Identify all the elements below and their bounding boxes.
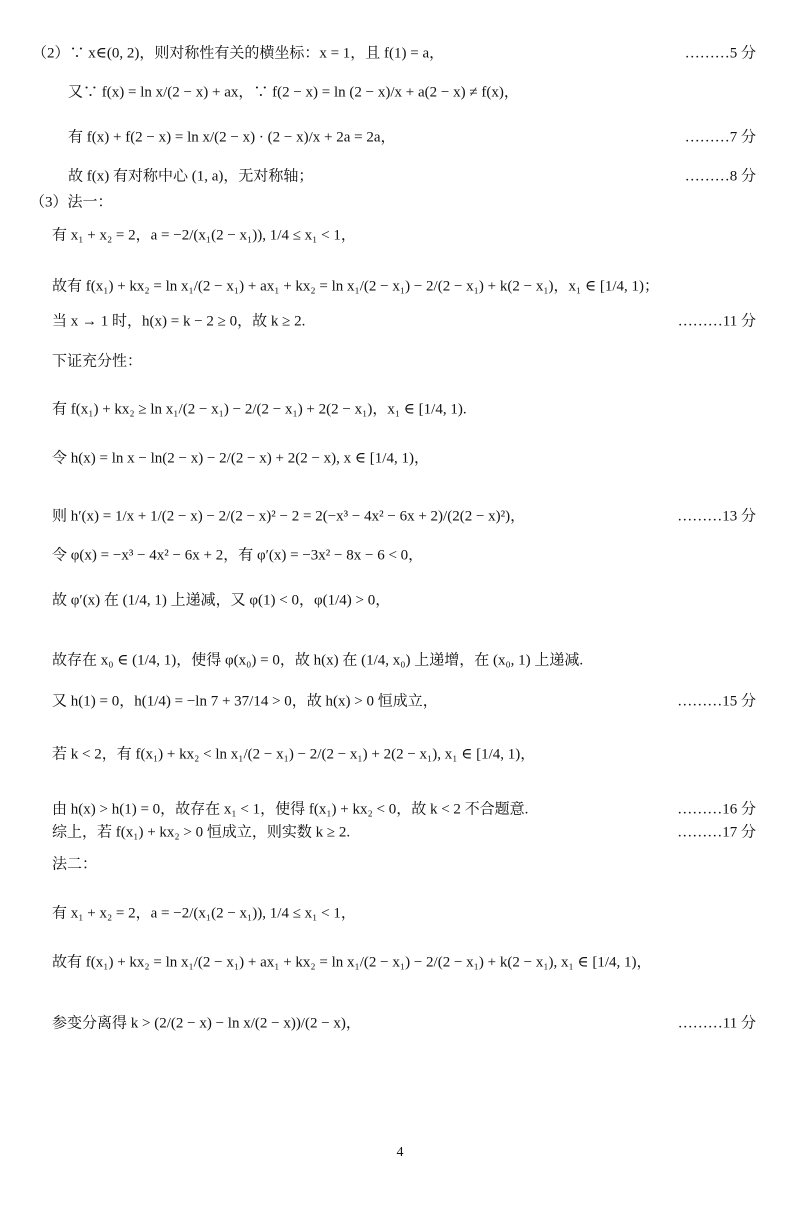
score-mark: ………16 分 (677, 801, 756, 818)
line-p3-4 (0, 335, 800, 385)
score-mark: ………5 分 (684, 45, 756, 62)
line-text: 有 f(x) + f(2 − x) = ln x/(2 − x) · (2 − x)/x + 2a = 2a， (68, 129, 396, 146)
line-text: （2）∵ x∈(0, 2)，则对称性有关的横坐标：x = 1，且 f(1) = a， (32, 45, 445, 62)
line-p2-2 (0, 66, 800, 116)
line-p3-11 (0, 675, 800, 725)
line-text: 故 f(x) 有对称中心 (1, a)，无对称轴； (68, 168, 314, 185)
line-text: 由 h(x) > h(1) = 0，故存在 x₁ < 1，使得 f(x₁) + kx₂ < 0，故 k < 2 不合题意. (52, 801, 529, 818)
line-text: 又∵ f(x) = ln x/(2 − x) + ax，∵ f(2 − x) = ln (2 − x)/x + a(2 − x) ≠ f(x)， (68, 84, 519, 101)
line-text: 令 h(x) = ln x − ln(2 − x) − 2/(2 − x) + 2(2 − x), x ∈ [1/4, 1)， (52, 450, 429, 467)
line-text: 若 k < 2，有 f(x₁) + kx₂ < ln x₁/(2 − x₁) − 2/(2 − x₁) + 2(2 − x₁), x₁ ∈ [1/4, 1)， (52, 746, 536, 763)
line-text: 又 h(1) = 0，h(1/4) = −ln 7 + 37/14 > 0，故 h(x) > 0 恒成立， (52, 693, 438, 710)
score-mark: ………17 分 (677, 824, 756, 841)
section-heading: （3）法一： (30, 194, 113, 211)
score-mark: ………13 分 (677, 508, 756, 525)
line-p3-12 (0, 728, 800, 778)
line-p3-5 (0, 383, 800, 433)
line-text: 故有 f(x₁) + kx₂ = ln x₁/(2 − x₁) + ax₁ + kx₂ = ln x₁/(2 − x₁) − 2/(2 − x₁) + k(2 − x₁)，x₁ ∈ [1/4, 1)； (52, 278, 660, 295)
score-mark: ………8 分 (684, 168, 756, 185)
line-text: 当 x → 1 时，h(x) = k − 2 ≥ 0，故 k ≥ 2. (52, 313, 306, 330)
line-text: 综上，若 f(x₁) + kx₂ > 0 恒成立，则实数 k ≥ 2. (52, 824, 351, 841)
line-p3-1 (0, 209, 800, 259)
score-mark: ………7 分 (684, 129, 756, 146)
score-mark: ………11 分 (677, 313, 756, 330)
line-p3-9 (0, 574, 800, 624)
line-p3-6 (0, 432, 800, 482)
line-text: 参变分离得 k > (2/(2 − x) − ln x/(2 − x))/(2 − x)， (52, 1015, 361, 1032)
line-text: 令 φ(x) = −x³ − 4x² − 6x + 2，有 φ′(x) = −3x² − 8x − 6 < 0， (52, 547, 424, 564)
line-text: 故有 f(x₁) + kx₂ = ln x₁/(2 − x₁) + ax₁ + kx₂ = ln x₁/(2 − x₁) − 2/(2 − x₁) + k(2 − x₁), x₁ ∈ [1/4, 1)， (52, 954, 652, 971)
line-text: 则 h′(x) = 1/x + 1/(2 − x) − 2/(2 − x)² − 2 = 2(−x³ − 4x² − 6x + 2)/(2(2 − x)²)， (52, 508, 526, 525)
line-p4-3 (0, 997, 800, 1047)
line-p4-2 (0, 936, 800, 986)
line-text: 下证充分性： (52, 353, 143, 370)
line-text: 故 φ′(x) 在 (1/4, 1) 上递减，又 φ(1) < 0，φ(1/4) > 0， (52, 592, 391, 609)
page-number: 4 (396, 1145, 404, 1160)
section-heading: 法二： (52, 856, 98, 873)
line-text: 故存在 x₀ ∈ (1/4, 1)，使得 φ(x₀) = 0，故 h(x) 在 (1/4, x₀) 上递增，在 (x₀, 1) 上递减. (52, 652, 584, 669)
line-text: 有 x₁ + x₂ = 2，a = −2/(x₁(2 − x₁)), 1/4 ≤ x₁ < 1， (52, 227, 356, 244)
line-p4-h (0, 838, 800, 888)
score-mark: ………11 分 (677, 1015, 756, 1032)
line-text: 有 x₁ + x₂ = 2，a = −2/(x₁(2 − x₁)), 1/4 ≤ x₁ < 1， (52, 905, 356, 922)
score-mark: ………15 分 (677, 693, 756, 710)
line-p4-1 (0, 887, 800, 937)
line-text: 有 f(x₁) + kx₂ ≥ ln x₁/(2 − x₁) − 2/(2 − x₁) + 2(2 − x₁)，x₁ ∈ [1/4, 1). (52, 401, 467, 418)
line-p3-8 (0, 529, 800, 579)
